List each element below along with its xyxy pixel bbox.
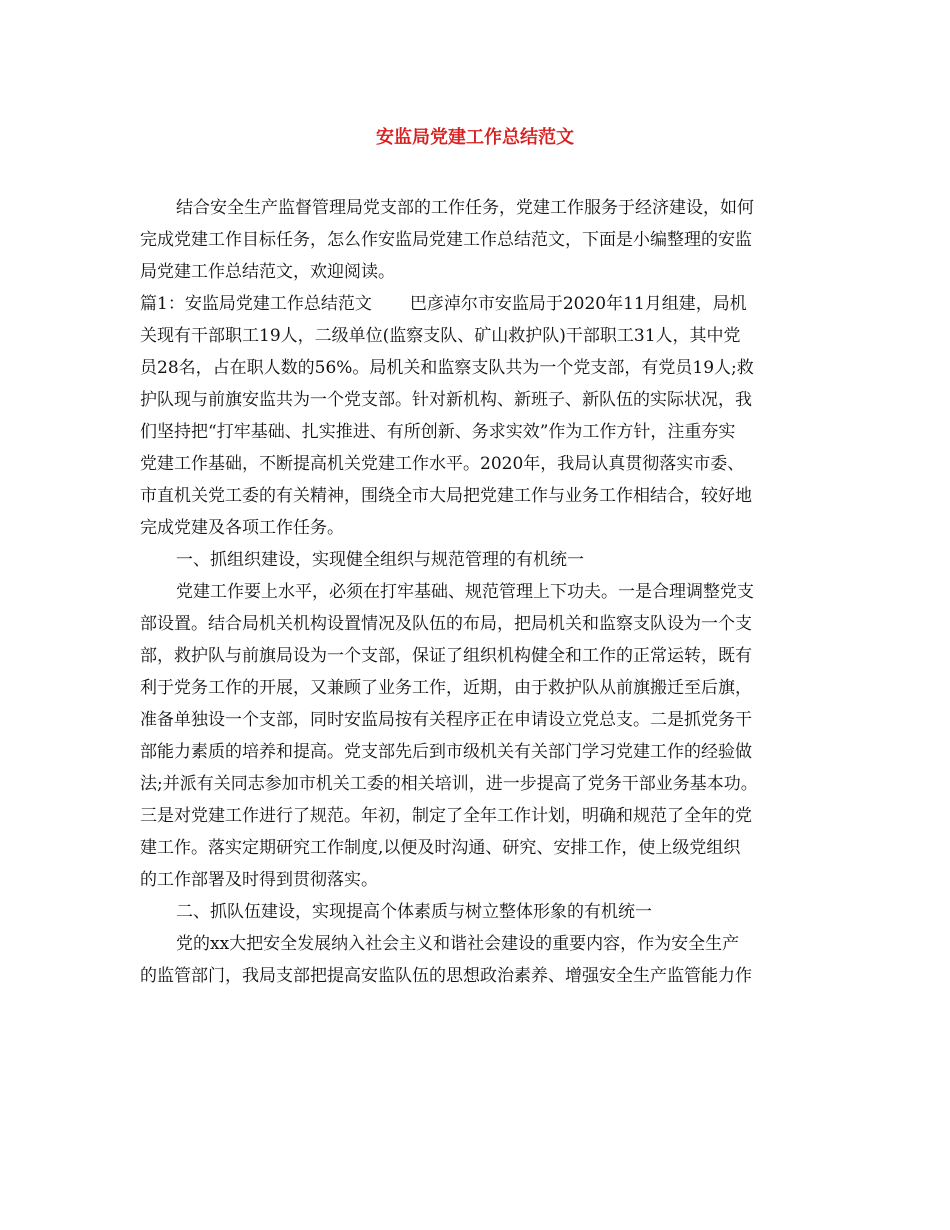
text-line: 关现有干部职工19人，二级单位(监察支队、矿山救护队)干部职工31人，其中党 (140, 326, 741, 346)
text-line: 员28名，占在职人数的56%。局机关和监察支队共为一个党支部，有党员19人;救 (140, 358, 754, 378)
text-line: 的工作部署及时得到贯彻落实。 (140, 870, 378, 890)
chapter-heading: 篇1：安监局党建工作总结范文 (140, 294, 372, 314)
document-body (140, 192, 808, 992)
text-line: 市直机关党工委的有关精神，围绕全市大局把党建工作与业务工作相结合，较好地 (140, 486, 752, 506)
text-line: 护队现与前旗安监共为一个党支部。针对新机构、新班子、新队伍的实际状况，我 (140, 390, 752, 410)
text-line: 局党建工作总结范文，欢迎阅读。 (140, 262, 395, 282)
text-line: 结合安全生产监督管理局党支部的工作任务，党建工作服务于经济建设，如何 (176, 198, 754, 218)
text-line: 利于党务工作的开展，又兼顾了业务工作，近期，由于救护队从前旗搬迁至后旗， (140, 678, 752, 698)
document-title: 安监局党建工作总结范文 (376, 127, 574, 148)
text-line: 党建工作基础，不断提高机关党建工作水平。2020年，我局认真贯彻落实市委、 (140, 454, 745, 474)
text-line: 部能力素质的培养和提高。党支部先后到市级机关有关部门学习党建工作的经验做 (140, 742, 752, 762)
text-line: 们坚持把“打牢基础、扎实推进、有所创新、务求实效”作为工作方针，注重夯实 (140, 422, 736, 442)
text-line: 准备单独设一个支部，同时安监局按有关程序正在申请设立党总支。二是抓党务干 (140, 710, 752, 730)
text-line: 三是对党建工作进行了规范。年初，制定了全年工作计划，明确和规范了全年的党 (140, 806, 752, 826)
text-line: 法;并派有关同志参加市机关工委的相关培训，进一步提高了党务干部业务基本功。 (140, 774, 758, 794)
text-line: 完成党建工作目标任务，怎么作安监局党建工作总结范文，下面是小编整理的安监 (140, 230, 752, 250)
text-line: 党建工作要上水平，必须在打牢基础、规范管理上下功夫。一是合理调整党支 (176, 582, 754, 602)
text-line-chapter (140, 288, 808, 320)
text-line: 的监管部门，我局支部把提高安监队伍的思想政治素养、增强安全生产监管能力作 (140, 966, 752, 986)
section-heading: 二、抓队伍建设，实现提高个体素质与树立整体形象的有机统一 (176, 902, 652, 922)
text-line: 党的xx大把安全发展纳入社会主义和谐社会建设的重要内容，作为安全生产 (176, 934, 740, 954)
section-heading: 一、抓组织建设，实现健全组织与规范管理的有机统一 (176, 550, 584, 570)
text-line: 部，救护队与前旗局设为一个支部，保证了组织机构健全和工作的正常运转，既有 (140, 646, 752, 666)
text-line: 完成党建及各项工作任务。 (140, 518, 344, 538)
text-line: 建工作。落实定期研究工作制度,以便及时沟通、研究、安排工作，使上级党组织 (140, 838, 741, 858)
text-segment: 巴彦淖尔市安监局于2020年11月组建，局机 (409, 294, 747, 314)
text-line: 部设置。结合局机关机构设置情况及队伍的布局，把局机关和监察支队设为一个支 (140, 614, 752, 634)
